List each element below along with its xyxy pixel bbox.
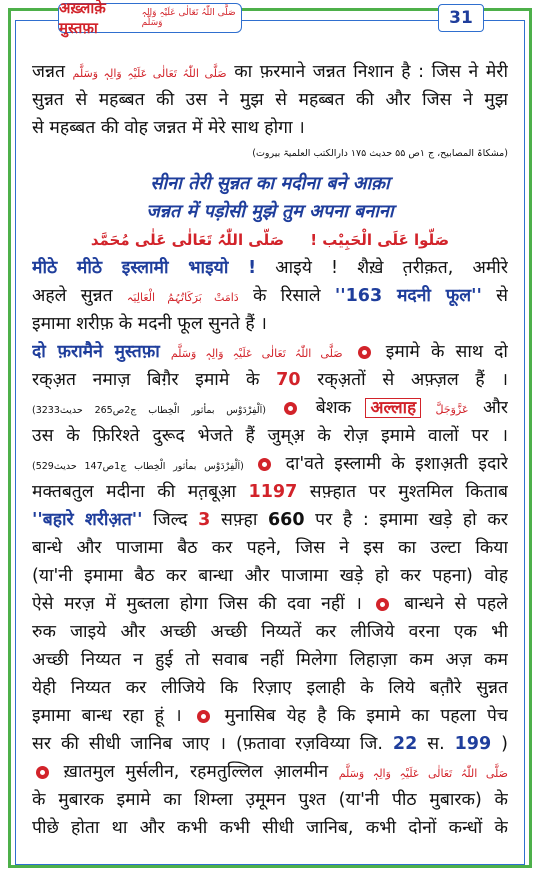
azza-wajal: عَزَّوَجَلَّ (435, 403, 469, 416)
text-span: सफ़्हात पर मुश्तमिल किताब (309, 482, 508, 502)
text-span: ख़ातमुल मुर्सलीन, रहमतुल्लिल आ़लमीन (63, 762, 329, 782)
text-line-9: इमामा शरीफ़ के मदनी फूल सुनते हैं । (32, 314, 267, 334)
number-70: 70 (276, 370, 301, 390)
text-line-7 (32, 256, 508, 280)
text-span: सफ़्हा (220, 510, 258, 530)
reference-1: (مشکاۃ المصابیح، ج ۱ص ۵۵ حدیث ۱۷۵ دارالکتب العلمیۃ بیروت) (252, 148, 508, 159)
heading-islami-bhaiyo: मीठे मीठे इस्लामी भाइयो ! (32, 258, 257, 278)
reference-2: (اَلْفِرْدَوْس بمأثور الْخِطاب ج2ص265 حدیث3233) (32, 405, 267, 416)
text-span: रक्अ़त नमाज़ बिग़ैर इमामे के (32, 370, 260, 390)
salat-text-a: صَلُّوا عَلَی الْحَبِیْب ! (310, 231, 450, 249)
text-line-19 (32, 592, 508, 616)
number-199: 199 (454, 734, 492, 754)
dua-inline: دَامَتْ بَرَکَاتُہُمُ الْعَالِیَہ (126, 291, 239, 304)
text-line-21: अच्छी निय्यत न हुई तो सवाब नहीं मिलेगा लिहाज़ा कम अज़ कम (32, 650, 508, 670)
text-span: सर की सीधी जानिब जाए । (32, 734, 227, 754)
flower-bullet-icon (358, 346, 371, 359)
text-line-3: से महब्बत की वोह जन्नत में मेरे साथ होगा । (32, 118, 305, 138)
flower-bullet-icon (197, 710, 210, 723)
text-line-10 (32, 340, 508, 366)
text-span: आइये ! शैख़े त़रीक़त, अमीरे (275, 258, 508, 278)
number-22: 22 (392, 734, 418, 754)
flower-bullet-icon (258, 458, 271, 471)
salat-line (32, 228, 508, 252)
text-span: रक्अ़तों से अफ़्ज़ल हैं । (317, 370, 508, 390)
flower-bullet-icon (284, 402, 297, 415)
text-line-13: उस के फ़िरिश्ते दुरूद भेजते हैं जुम्अ़ के रोज़ इमामे वालों पर । (32, 426, 508, 446)
text-span: और (482, 398, 508, 418)
text-line-8 (32, 284, 508, 310)
flower-bullet-icon (376, 598, 389, 611)
text-span: से (496, 286, 508, 306)
text-span: के रिसाले (252, 286, 321, 306)
salawat-inline: صَلَّی اللّٰہُ تَعَالٰی عَلَیْہِ وَالِہٖ وَسَلَّم (72, 67, 227, 80)
heading-do-faramaine: दो फ़रामैने मुस्तफ़ा (32, 342, 160, 362)
number-1197: 1197 (248, 482, 298, 502)
text-line-20: रुक जाइये और अच्छी अच्छी निय्यतें कर लीजिये वरना एक भी (32, 622, 508, 642)
text-line-27: पीछे होता था और कभी कभी सीधी जानिब, कभी दोनों कन्धों के (32, 818, 508, 838)
text-line-26: के मुबारक इमामे का शिम्ला उ़मूमन पुश्त (या'नी पीठ मुबारक) के (32, 790, 508, 810)
reference-4: (फ़तावा रज़विय्या जि. (236, 734, 383, 754)
book-title-box (58, 0, 242, 37)
page-number: 31 (438, 4, 484, 32)
text-line-1 (32, 60, 508, 86)
word-jannat: जन्नत (32, 62, 65, 82)
text-span: पर है : इमामा खड़े हो कर (315, 510, 508, 530)
number-660: 660 (268, 510, 305, 530)
text-line-15 (32, 480, 508, 504)
text-span: मक्तबतुल मदीना की मत़बूआ़ (32, 482, 237, 502)
salawat-inline: صَلَّی اللّٰہُ تَعَالٰی عَلَیْہِ وَالِہٖ وَسَلَّم (170, 347, 343, 360)
book-name-bahare: ''बहारे शरीअ़त'' (32, 510, 143, 530)
text-line-18: (या'नी इमामा बैठ कर बान्धा और पाजामा खड़े हो कर पहना) वोह (32, 566, 508, 586)
text-span: का फ़रमाने जन्नत निशान है : जिस ने मेरी (234, 62, 508, 82)
allah-calligraphy: अल्लाह (365, 398, 421, 418)
text-line-23 (32, 704, 508, 728)
text-span: इमामा बान्ध रहा हूं । (32, 706, 182, 726)
number-3: 3 (198, 510, 211, 530)
text-span: ऐसे मरज़ में मुब्तला होगा जिस की दवा नहीं । (32, 594, 362, 614)
text-span: इमामे के साथ दो (385, 342, 508, 362)
book-name-163: ''163 मदनी फूल'' (334, 286, 482, 306)
text-span: ) (501, 734, 508, 754)
text-line-24 (32, 732, 508, 756)
flower-bullet-icon (36, 766, 49, 779)
text-span: बेशक (315, 398, 352, 418)
text-line-25 (32, 760, 508, 786)
text-span: अहले सुन्नत (32, 286, 113, 306)
book-title: अख़्लाक़े मुस्तफ़ा (59, 0, 106, 37)
text-span: दा'वते इस्लामी के इशाअ़ती इदारे (285, 454, 508, 474)
salawat-inline: صَلَّی اللّٰہُ تَعَالٰی عَلَیْہِ وَالِہٖ وَسَلَّم (338, 767, 508, 780)
text-span: जिल्द (153, 510, 188, 530)
text-line-14 (32, 452, 508, 479)
text-line-12 (32, 396, 508, 423)
text-line-16 (32, 508, 508, 532)
text-span: स. (427, 734, 445, 754)
text-span: मुनासिब येह है कि इमामे का पहला पेच (224, 706, 508, 726)
poem-line-2: जन्नत में पड़ोसी मुझे तुम अपना बनाना (146, 201, 394, 222)
text-span: बान्धने से पहले (404, 594, 508, 614)
poem-line-1: सीना तेरी सुन्नत का मदीना बने आक़ा (150, 173, 390, 194)
text-line-17: बान्धे और पाजामा बैठ कर पहने, जिस ने इस का उल्टा किया (32, 538, 508, 558)
text-line-22: येही निय्यत कर लीजिये कि रिज़ाए इलाही के लिये बत़ौरे सुन्नत (32, 678, 508, 698)
text-line-2: सुन्नत से महब्बत की उस ने मुझ से महब्बत की और जिस ने मुझ (32, 90, 508, 110)
text-line-11 (32, 368, 508, 392)
reference-3: (اَلْفِرْدَوْس بمأثور الْخِطاب ج1ص147 حدیث529) (32, 461, 244, 472)
title-salawat: صَلَّی اللّٰہُ تَعَالٰی عَلَیْہِ وَالِہٖ وَسَلَّم (141, 8, 236, 28)
salat-text-b: صَلَّی اللّٰہُ تَعَالٰی عَلٰی مُحَمَّد (90, 231, 285, 249)
